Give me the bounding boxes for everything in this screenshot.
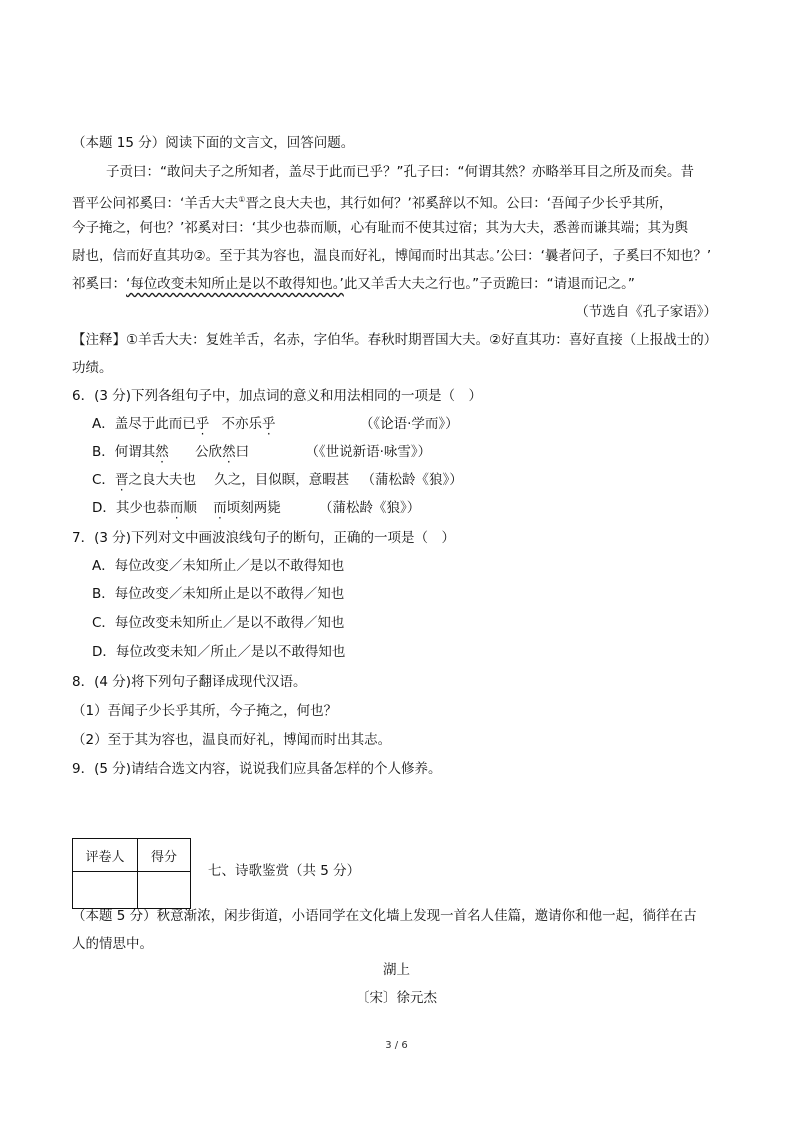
q6-option-d[interactable]: D．其少也恭而顺 而顷刻两毙 （蒲松龄《狼》）: [92, 500, 421, 516]
section-7-intro-line-2: 人的情思中。: [72, 936, 153, 952]
poem-title: 湖上: [383, 962, 410, 978]
footnote-marker-1: ①: [238, 195, 246, 204]
q6-option-c[interactable]: C．晋之良大夫也 久之，目似瞑，意暇甚 （蒲松龄《狼》）: [92, 472, 463, 488]
q7-option-c[interactable]: C．每位改变未知所止／是以不敢得／知也: [92, 615, 345, 631]
question-9-stem: 9．(5 分)请结合选文内容，说说我们应具备怎样的个人修养。: [72, 761, 442, 777]
passage-line-2: 晋平公问祁奚曰：‘羊舌大夫①晋之良大夫也，其行如何？’祁奚辞以不知。公曰：‘吾闻子少长乎其所，: [72, 195, 673, 212]
question-8-stem: 8．(4 分)将下列句子翻译成现代汉语。: [72, 674, 307, 690]
score-header: 得分: [138, 839, 191, 872]
grader-header: 评卷人: [73, 839, 138, 872]
passage-source: （节选自《孔子家语》）: [575, 304, 717, 320]
passage-line-4: 尉也，信而好直其功②。至于其为容也，温良而好礼，博闻而时出其志。’公曰：‘曩者问子，子奚曰不知也？’: [72, 248, 712, 264]
poem-author: 〔宋〕徐元杰: [356, 990, 437, 1006]
passage-line-5: 祁奚曰：‘每位改变未知所止是以不敢得知也。’此又羊舌大夫之行也。”子贡跪曰：“请退而记之。”: [72, 276, 635, 292]
notes-line-2: 功绩。: [72, 360, 113, 376]
passage-line-3: 今子掩之，何也？’祁奚对曰：‘其少也恭而顺，心有耻而不使其过宿；其为大夫，悉善而谦其端；其为舆: [72, 220, 689, 236]
reading-intro: （本题 15 分）阅读下面的文言文，回答问题。: [72, 135, 355, 151]
question-6-stem: 6．(3 分)下列各组句子中，加点词的意义和用法相同的一项是（ ）: [72, 388, 483, 404]
q6-option-a[interactable]: A．盖尽于此而已乎 不亦乐乎 （《论语·学而》）: [92, 416, 459, 432]
section-7-intro-line-1: （本题 5 分）秋意渐浓，闲步街道，小语同学在文化墙上发现一首名人佳篇，邀请你和他一起，徜徉在古: [72, 908, 697, 924]
q8-item-1: （1）吾闻子少长乎其所，今子掩之，何也？: [72, 703, 338, 719]
page-number: 3 / 6: [385, 1040, 408, 1051]
q6-option-b[interactable]: B．何谓其然 公欣然曰 （《世说新语·咏雪》）: [92, 444, 432, 460]
question-7-stem: 7．(3 分)下列对文中画波浪线句子的断句，正确的一项是（ ）: [72, 530, 456, 546]
score-cell[interactable]: [138, 872, 191, 909]
grader-score-table: [72, 838, 191, 909]
passage-line-1: 子贡曰：“敢问夫子之所知者，盖尽于此而已乎？”孔子曰：“何谓其然？亦略举耳目之所及而矣。昔: [106, 164, 694, 180]
q7-option-d[interactable]: D．每位改变未知／所止／是以不敢得知也: [92, 644, 346, 660]
q7-option-b[interactable]: B．每位改变／未知所止是以不敢得／知也: [92, 586, 345, 602]
q8-item-2: （2）至于其为容也，温良而好礼，博闻而时出其志。: [72, 732, 392, 748]
q7-option-a[interactable]: A．每位改变／未知所止／是以不敢得知也: [92, 558, 345, 574]
wavy-underlined-sentence: ‘每位改变未知所止是以不敢得知也。’: [126, 276, 344, 292]
notes-line-1: 【注释】①羊舌大夫：复姓羊舌，名赤，字伯华。春秋时期晋国大夫。②好直其功：喜好直接（上报战士的）: [72, 332, 718, 348]
section-7-title: 七、诗歌鉴赏（共 5 分）: [208, 863, 361, 879]
grader-cell[interactable]: [73, 872, 138, 909]
